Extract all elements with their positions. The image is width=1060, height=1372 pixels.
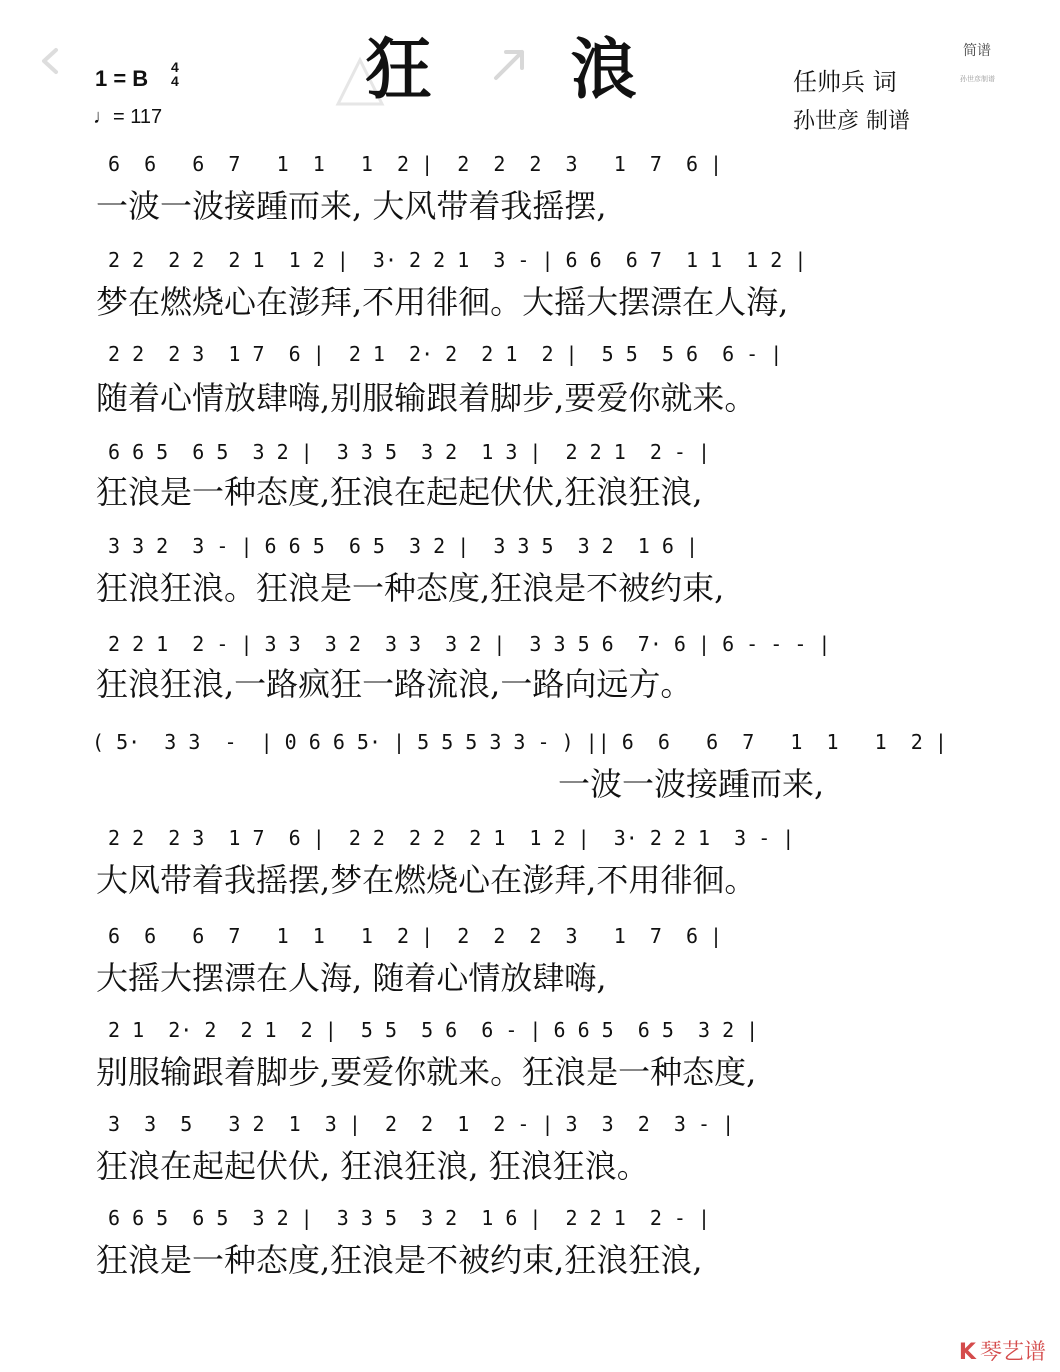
badge-subtext: 孙世彦制谱	[960, 75, 995, 83]
lyric-line: 一波一波接踵而来, 大风带着我摇摆,	[96, 187, 607, 225]
lyric-line: 一波一波接踵而来,	[558, 765, 825, 803]
notation-line: 6 6 5 6 5 3 2 | 3 3 5 3 2 1 6 | 2 2 1 2 - |	[108, 1206, 711, 1230]
notation-line: 2 2 2 3 1 7 6 | 2 1 2· 2 2 1 2 | 5 5 5 6 6 - |	[108, 342, 783, 366]
notation-line: 2 2 2 3 1 7 6 | 2 2 2 2 2 1 1 2 | 3· 2 2 1 3 - |	[108, 826, 795, 850]
notation-line: 2 1 2· 2 2 1 2 | 5 5 5 6 6 - | 6 6 5 6 5 3 2 |	[108, 1018, 759, 1042]
notation-line: 6 6 5 6 5 3 2 | 3 3 5 3 2 1 3 | 2 2 1 2 - |	[108, 440, 711, 464]
lyric-line: 梦在燃烧心在澎拜,不用徘徊。大摇大摆漂在人海,	[96, 283, 789, 321]
lyric-line: 狂浪狂浪,一路疯狂一路流浪,一路向远方。	[96, 665, 693, 703]
time-signature-top: 4	[171, 59, 179, 75]
lyric-line: 狂浪在起起伏伏, 狂浪狂浪, 狂浪狂浪。	[96, 1147, 649, 1185]
lyric-line: 狂浪是一种态度,狂浪是不被约束,狂浪狂浪,	[96, 1241, 703, 1279]
notation-badge: 简谱	[963, 43, 991, 59]
lyric-line: 别服输跟着脚步,要爱你就来。狂浪是一种态度,	[96, 1053, 757, 1091]
site-logo[interactable]	[959, 1335, 1046, 1366]
time-signature-bottom: 4	[171, 73, 179, 89]
notation-line: 2 2 2 2 2 1 1 2 | 3· 2 2 1 3 - | 6 6 6 7 1 1 1 2 |	[108, 248, 807, 272]
song-title: 狂 浪	[365, 30, 695, 108]
notation-line: 3 3 5 3 2 1 3 | 2 2 1 2 - | 3 3 2 3 - |	[108, 1112, 735, 1136]
notation-line: 6 6 6 7 1 1 1 2 | 2 2 2 3 1 7 6 |	[108, 924, 723, 948]
lyric-line: 大风带着我摇摆,梦在燃烧心在澎拜,不用徘徊。	[96, 861, 757, 899]
notation-line: 2 2 1 2 - | 3 3 3 2 3 3 3 2 | 3 3 5 6 7· 6 | 6 - - - |	[108, 632, 831, 656]
lyric-line: 大摇大摆漂在人海, 随着心情放肆嗨,	[96, 959, 607, 997]
lyric-line: 狂浪是一种态度,狂浪在起起伏伏,狂浪狂浪,	[96, 473, 703, 511]
notation-line: 3 3 2 3 - | 6 6 5 6 5 3 2 | 3 3 5 3 2 1 6 |	[108, 534, 699, 558]
notation-line: 6 6 6 7 1 1 1 2 | 2 2 2 3 1 7 6 |	[108, 152, 723, 176]
lyric-line: 随着心情放肆嗨,别服输跟着脚步,要爱你就来。	[96, 379, 757, 417]
composer-credit: 孙世彦 制谱	[793, 109, 910, 134]
notation-line: ( 5· 3 3 - | 0 6 6 5· | 5 5 5 3 3 - ) || 6 6 6 7 1 1 1 2 |	[92, 730, 947, 754]
logo-text: 琴艺谱	[979, 1340, 1046, 1365]
tempo-marking: ♩= 117	[93, 106, 163, 128]
lyric-line: 狂浪狂浪。狂浪是一种态度,狂浪是不被约束,	[96, 569, 725, 607]
key-signature: 1 = B	[95, 66, 149, 91]
logo-mark-icon: K	[958, 1340, 976, 1365]
lyricist-credit: 任帅兵 词	[793, 68, 897, 96]
